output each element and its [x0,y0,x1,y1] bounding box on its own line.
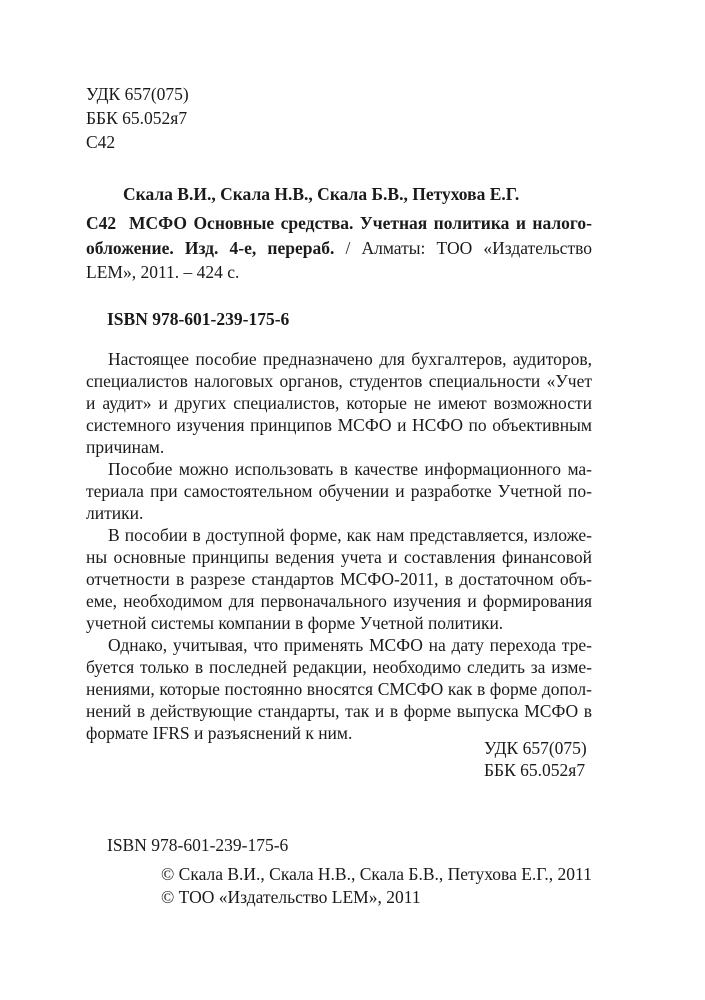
text-line: ны основные принципы ведения учета и составления финансовой [86,547,592,567]
text-line: причинам. [86,437,165,457]
text-line: нениями, которые постоянно вносятся СМСФО как в форме допол- [86,679,592,699]
entry-title-2-bold: обложение. Изд. 4-е, перераб. [86,237,335,258]
text-line: В пособии в доступной форме, как нам представляется, изложе- [108,525,592,545]
entry-line-2 [86,236,592,261]
abstract-paragraph-1 [86,348,592,458]
abstract-paragraph-2 [86,458,592,524]
text-line: еме, необходимом для первоначального изучения и формирования [86,591,592,611]
text-line: системного изучения принципов МСФО и НСФО по объективным [86,415,592,435]
copyright-block [161,863,592,909]
text-line: специалистов налоговых органов, студентов специальности «Учет [86,371,592,391]
text-line: учетной системы компании в форме Учетной политики. [86,613,504,633]
copyright-publisher: © ТОО «Издательство LEM», 2011 [161,887,421,907]
entry-title-2-rest: / Алматы: ТОО «Издательство [334,237,592,258]
entry-title-1: МСФО Основные средства. Учетная политика и налого- [129,213,593,233]
isbn-bold: ISBN 978-601-239-175-6 [107,309,290,329]
text-line: отчетности в разрезе стандартов МСФО-2011, в достаточном объ- [86,569,592,589]
text-line: Пособие можно использовать в качестве информационного ма- [108,459,592,479]
authors-heading: Скала В.И., Скала Н.В., Скала Б.В., Петухова Е.Г. [123,184,520,204]
text-line: и аудит» и других специалистов, которые не имеют возможности [86,393,592,413]
text-line: формате IFRS и разъяснений к ним. [86,723,353,743]
text-line: Настоящее пособие предназначено для бухгалтеров, аудиторов, [108,349,592,369]
bibliographic-entry [86,211,592,285]
abstract-paragraph-3 [86,524,592,634]
author-mark: С42 [86,132,116,152]
entry-line-3: LEM», 2011. – 424 с. [86,262,240,282]
bbk-code: ББК 65.052я7 [86,108,188,128]
isbn-plain: ISBN 978-601-239-175-6 [107,835,289,855]
text-line: буется только в последней редакции, необходимо следить за изме- [86,657,592,677]
abstract-paragraph-4 [86,634,592,744]
bbk-code-right: ББК 65.052я7 [484,760,586,780]
copyright-authors: © Скала В.И., Скала Н.В., Скала Б.В., Петухова Е.Г., 2011 [161,864,592,884]
classification-codes-top [86,82,189,154]
classification-codes-right [484,737,587,781]
entry-code: С42 [86,213,117,233]
udc-code-right: УДК 657(075) [484,738,587,758]
text-line: териала при самостоятельном обучении и разработке Учетной по- [86,481,592,501]
udc-code: УДК 657(075) [86,84,189,104]
text-line: нений в действующие стандарты, так и в форме выпуска МСФО в [86,701,592,721]
abstract [86,348,592,744]
text-line: литики. [86,503,144,523]
text-line: Однако, учитывая, что применять МСФО на дату перехода тре- [108,635,592,655]
entry-line-1 [86,211,592,236]
